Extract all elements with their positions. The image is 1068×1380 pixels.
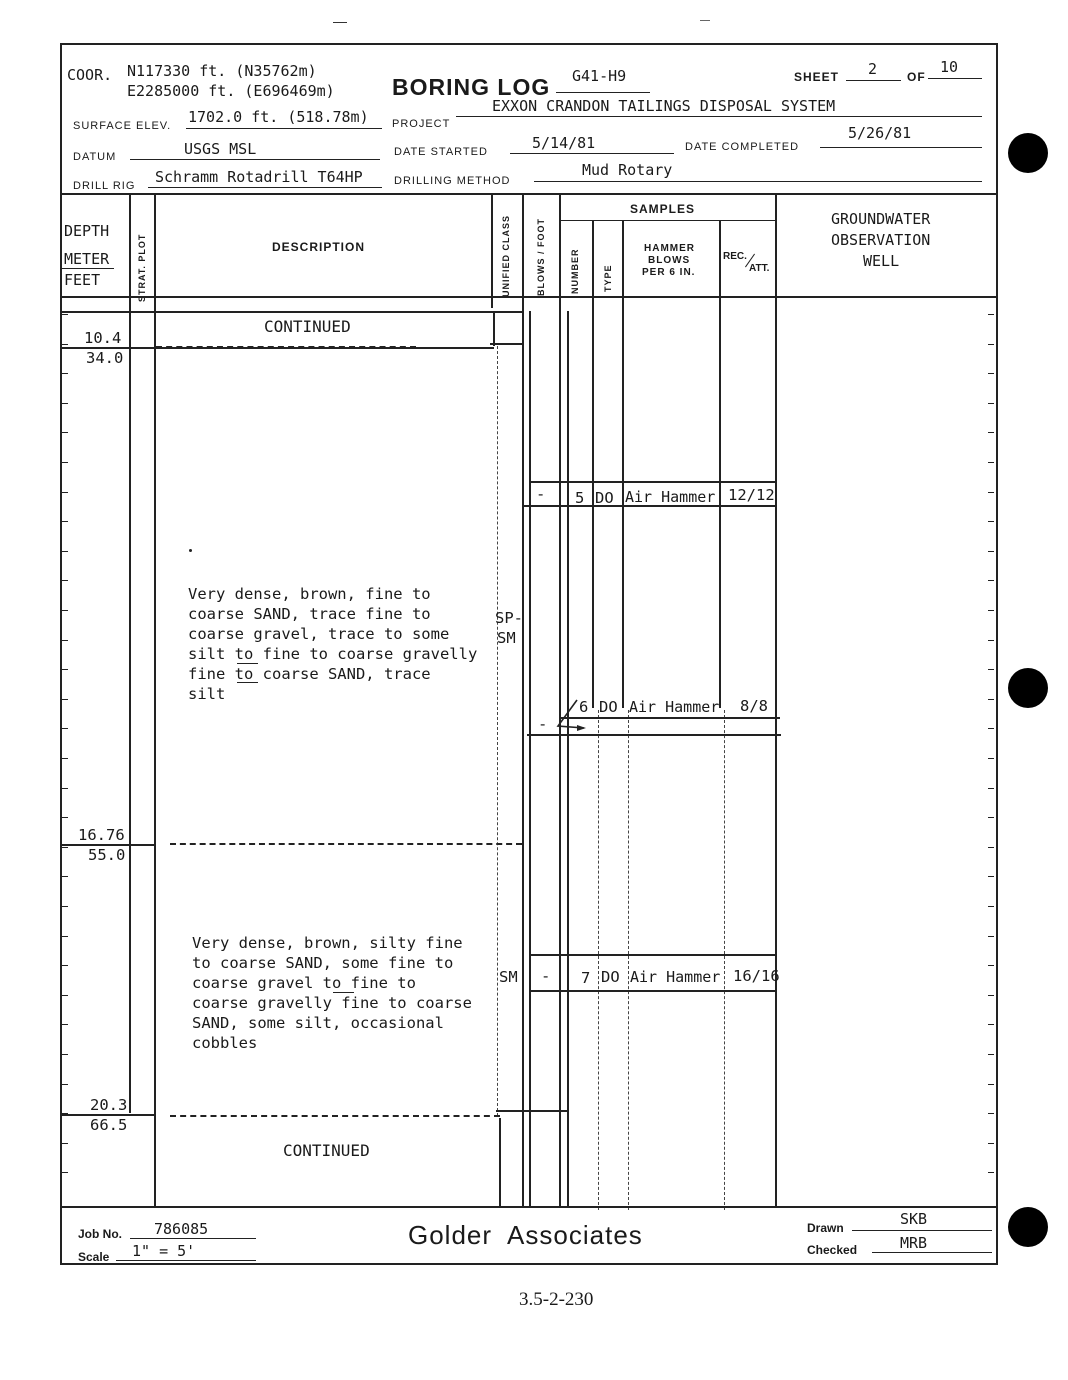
depth-tick (62, 462, 68, 463)
sample-top-rule (529, 481, 775, 483)
depth-bot-meter: 20.3 (90, 1096, 128, 1114)
depth-tick (62, 314, 68, 315)
sheet-total-line (928, 78, 982, 79)
drill-rig-line (148, 187, 382, 188)
gw-heading-1: GROUNDWATER (831, 210, 931, 228)
depth-tick (62, 344, 68, 345)
class-col-dash (497, 346, 498, 1116)
sample-bottom-rule (529, 990, 775, 992)
meter-heading: METER (64, 250, 110, 268)
depth-tick (988, 699, 994, 700)
sample-bottom-rule (522, 505, 776, 507)
sample-blows: - (538, 715, 548, 733)
depth-tick (988, 521, 994, 522)
depth-tick (988, 906, 994, 907)
depth-tick (988, 1024, 994, 1025)
type-col-line (592, 220, 594, 708)
underline-to (237, 663, 258, 664)
depth-tick (62, 1024, 68, 1025)
class-col-line (491, 193, 493, 308)
drill-rig-label: DRILL RIG (73, 180, 136, 192)
sample-blows: - (541, 967, 551, 985)
punch-hole (1008, 1207, 1048, 1247)
sample-hammer: Air Hammer (630, 968, 721, 986)
layer-boundary-bottom (170, 1115, 500, 1117)
depth-tick (62, 817, 68, 818)
of-label: OF (907, 70, 926, 84)
sheet-number: 2 (868, 60, 878, 78)
depth-tick (988, 788, 994, 789)
depth-tick (988, 403, 994, 404)
job-number: 786085 (154, 1220, 209, 1238)
sample-bottom-rule (527, 734, 781, 736)
att-heading: ATT. (749, 263, 770, 274)
column-header-divider (60, 296, 996, 298)
depth-mid-divider (62, 844, 156, 846)
project-name: EXXON CRANDON TAILINGS DISPOSAL SYSTEM (492, 97, 836, 115)
strat-plot-heading: STRAT. PLOT (137, 233, 147, 302)
rec-col-line (719, 220, 721, 708)
class-col-top-boundary (490, 343, 524, 345)
sample-rec: 16/16 (733, 967, 780, 985)
depth-tick (62, 1143, 68, 1144)
project-line (456, 116, 982, 117)
meter-feet-divider (62, 268, 114, 269)
depth-tick (988, 965, 994, 966)
depth-tick (988, 551, 994, 552)
datum: USGS MSL (184, 140, 257, 158)
depth-tick (62, 492, 68, 493)
unified-class-heading: UNIFIED CLASS (501, 214, 511, 297)
drilling-method-label: DRILLING METHOD (394, 175, 511, 187)
class-col-line-3 (499, 1118, 501, 1208)
page-number: 3.5-2-230 (519, 1289, 594, 1310)
sample-type: DO (599, 698, 618, 716)
hammer-col-line (622, 220, 624, 708)
coor-label: COOR. (67, 66, 113, 84)
depth-tick (988, 344, 994, 345)
layer1-class-b: SM (497, 629, 516, 647)
hammer-heading: HAMMER (644, 243, 695, 254)
sample-type: DO (601, 968, 620, 986)
depth-tick (988, 936, 994, 937)
depth-tick (988, 640, 994, 641)
drilling-method-line (534, 181, 982, 182)
depth-col-line (129, 193, 131, 1113)
blows-foot-heading: BLOWS / FOOT (536, 218, 546, 296)
depth-tick (62, 1054, 68, 1055)
sample-blows: - (536, 485, 546, 503)
depth-tick (62, 995, 68, 996)
date-started-line (510, 153, 674, 154)
samples-bottom-boundary (496, 1110, 568, 1112)
depth-tick (988, 995, 994, 996)
depth-bot-feet: 66.5 (90, 1116, 128, 1134)
punch-hole (1008, 133, 1048, 173)
depth-bot-divider (62, 1114, 156, 1116)
drilling-method: Mud Rotary (582, 161, 673, 179)
layer2-class: SM (499, 968, 518, 986)
depth-tick (988, 669, 994, 670)
layer2-description: Very dense, brown, silty fine to coarse SAND, some fine to coarse gravel to fine to coarse gravelly fine to coarse SAND, some silt, occasional cobbles (192, 934, 472, 1052)
depth-tick (62, 640, 68, 641)
layer1-description: Very dense, brown, fine to coarse SAND, trace fine to coarse gravel, trace to some silt to fine to coarse gravelly fine to coarse SAND, trace silt (188, 585, 478, 703)
depth-tick (988, 1113, 994, 1114)
checked-line (872, 1252, 992, 1253)
depth-heading: DEPTH (64, 222, 110, 240)
drill-rig: Schramm Rotadrill T64HP (155, 168, 363, 186)
drawn-line (852, 1230, 992, 1231)
depth-tick (988, 492, 994, 493)
depth-tick (62, 847, 68, 848)
gw-heading-3: WELL (863, 252, 900, 270)
class-col-line-2 (493, 311, 495, 346)
sample-number: 7 (581, 969, 591, 987)
depth-tick (988, 847, 994, 848)
depth-tick (988, 462, 994, 463)
date-completed: 5/26/81 (848, 124, 912, 142)
layer-boundary-top (156, 346, 416, 348)
sample-top-rule (529, 954, 775, 956)
sample-number: 6 (579, 698, 589, 716)
scan-mark (333, 22, 347, 23)
drawn-by: SKB (900, 1210, 928, 1228)
depth-mid-meter: 16.76 (78, 826, 125, 844)
blows-col-line (522, 193, 524, 1208)
depth-top-feet: 34.0 (86, 349, 124, 367)
scale-line (116, 1260, 256, 1261)
job-label: Job No. (78, 1227, 122, 1241)
depth-tick (62, 906, 68, 907)
depth-tick (62, 699, 68, 700)
depth-mid-feet: 55.0 (88, 846, 126, 864)
sample-hammer: Air Hammer (629, 698, 720, 716)
depth-tick (988, 580, 994, 581)
job-line (130, 1238, 256, 1239)
boring-id: G41-H9 (572, 67, 627, 85)
depth-tick (988, 817, 994, 818)
checked-label: Checked (807, 1243, 858, 1257)
per-6in-heading: PER 6 IN. (642, 267, 696, 278)
blows-col-line-2 (529, 311, 531, 1208)
gw-col-line (775, 193, 777, 1208)
depth-tick (62, 758, 68, 759)
depth-tick (62, 373, 68, 374)
depth-tick (62, 610, 68, 611)
depth-tick (62, 551, 68, 552)
underline-to (237, 682, 258, 683)
scan-mark (700, 20, 710, 21)
continued-bottom: CONTINUED (283, 1141, 370, 1160)
depth-tick (62, 580, 68, 581)
sheet-total: 10 (940, 58, 959, 76)
description-heading: DESCRIPTION (272, 240, 366, 254)
depth-tick (62, 521, 68, 522)
sample-rec: 12/12 (728, 486, 775, 504)
depth-tick (62, 728, 68, 729)
checked-by: MRB (900, 1234, 928, 1252)
type-heading: TYPE (603, 264, 613, 292)
company-name: Golder Associates (408, 1220, 643, 1250)
sample-number: 5 (575, 489, 585, 507)
depth-tick (988, 728, 994, 729)
surface-elev-label: SURFACE ELEV. (73, 120, 172, 132)
coor-north: N117330 ft. (N35762m) (127, 62, 317, 80)
date-completed-line (820, 147, 982, 148)
footer-divider (60, 1206, 996, 1208)
rec-heading: REC. (723, 251, 747, 262)
scale-value: 1" = 5' (132, 1242, 196, 1260)
project-label: PROJECT (392, 118, 451, 130)
date-completed-label: DATE COMPLETED (685, 141, 800, 153)
coor-east: E2285000 ft. (E696469m) (127, 82, 335, 100)
header-divider (60, 193, 996, 195)
depth-tick (988, 1143, 994, 1144)
number-col-line-2 (567, 311, 569, 1208)
depth-tick (62, 936, 68, 937)
sample-hammer: Air Hammer (625, 488, 716, 506)
underline-to (333, 992, 354, 993)
depth-tick (988, 314, 994, 315)
depth-tick (62, 432, 68, 433)
date-started: 5/14/81 (532, 134, 596, 152)
surface-elev: 1702.0 ft. (518.78m) (188, 108, 369, 126)
depth-tick (62, 1084, 68, 1085)
form-title: BORING LOG (392, 74, 551, 100)
blows-heading: BLOWS (648, 255, 691, 266)
datum-line (130, 159, 380, 160)
gw-heading-2: OBSERVATION (831, 231, 931, 249)
depth-tick (62, 788, 68, 789)
surface-elev-line (186, 128, 382, 129)
samples-heading: SAMPLES (630, 202, 696, 216)
depth-top-meter: 10.4 (84, 329, 122, 347)
datum-label: DATUM (73, 151, 117, 163)
type-col-line-lower (598, 710, 599, 1210)
number-heading: NUMBER (570, 248, 580, 294)
hammer-col-line-lower (628, 710, 629, 1210)
depth-tick (988, 1172, 994, 1173)
layer1-class-a: SP- (495, 609, 523, 627)
sample-rec: 8/8 (740, 697, 768, 715)
rec-col-line-lower (724, 710, 725, 1210)
sheet-label: SHEET (794, 70, 840, 84)
depth-tick (988, 432, 994, 433)
sheet-line (846, 80, 901, 81)
feet-heading: FEET (64, 271, 101, 289)
depth-tick (988, 373, 994, 374)
depth-tick (62, 1172, 68, 1173)
sample-type: DO (595, 489, 614, 507)
depth-tick (62, 669, 68, 670)
stray-dot (189, 549, 192, 552)
depth-tick (62, 403, 68, 404)
drawn-label: Drawn (807, 1221, 844, 1235)
punch-hole (1008, 668, 1048, 708)
date-started-label: DATE STARTED (394, 146, 488, 158)
depth-tick (988, 876, 994, 877)
layer-boundary-mid (170, 843, 522, 845)
depth-tick (62, 965, 68, 966)
scale-label: Scale (78, 1250, 110, 1264)
depth-tick (988, 1084, 994, 1085)
depth-tick (62, 876, 68, 877)
boring-id-line (556, 92, 650, 93)
continued-top: CONTINUED (264, 317, 351, 336)
depth-tick (988, 1054, 994, 1055)
depth-tick (988, 610, 994, 611)
depth-tick (988, 758, 994, 759)
